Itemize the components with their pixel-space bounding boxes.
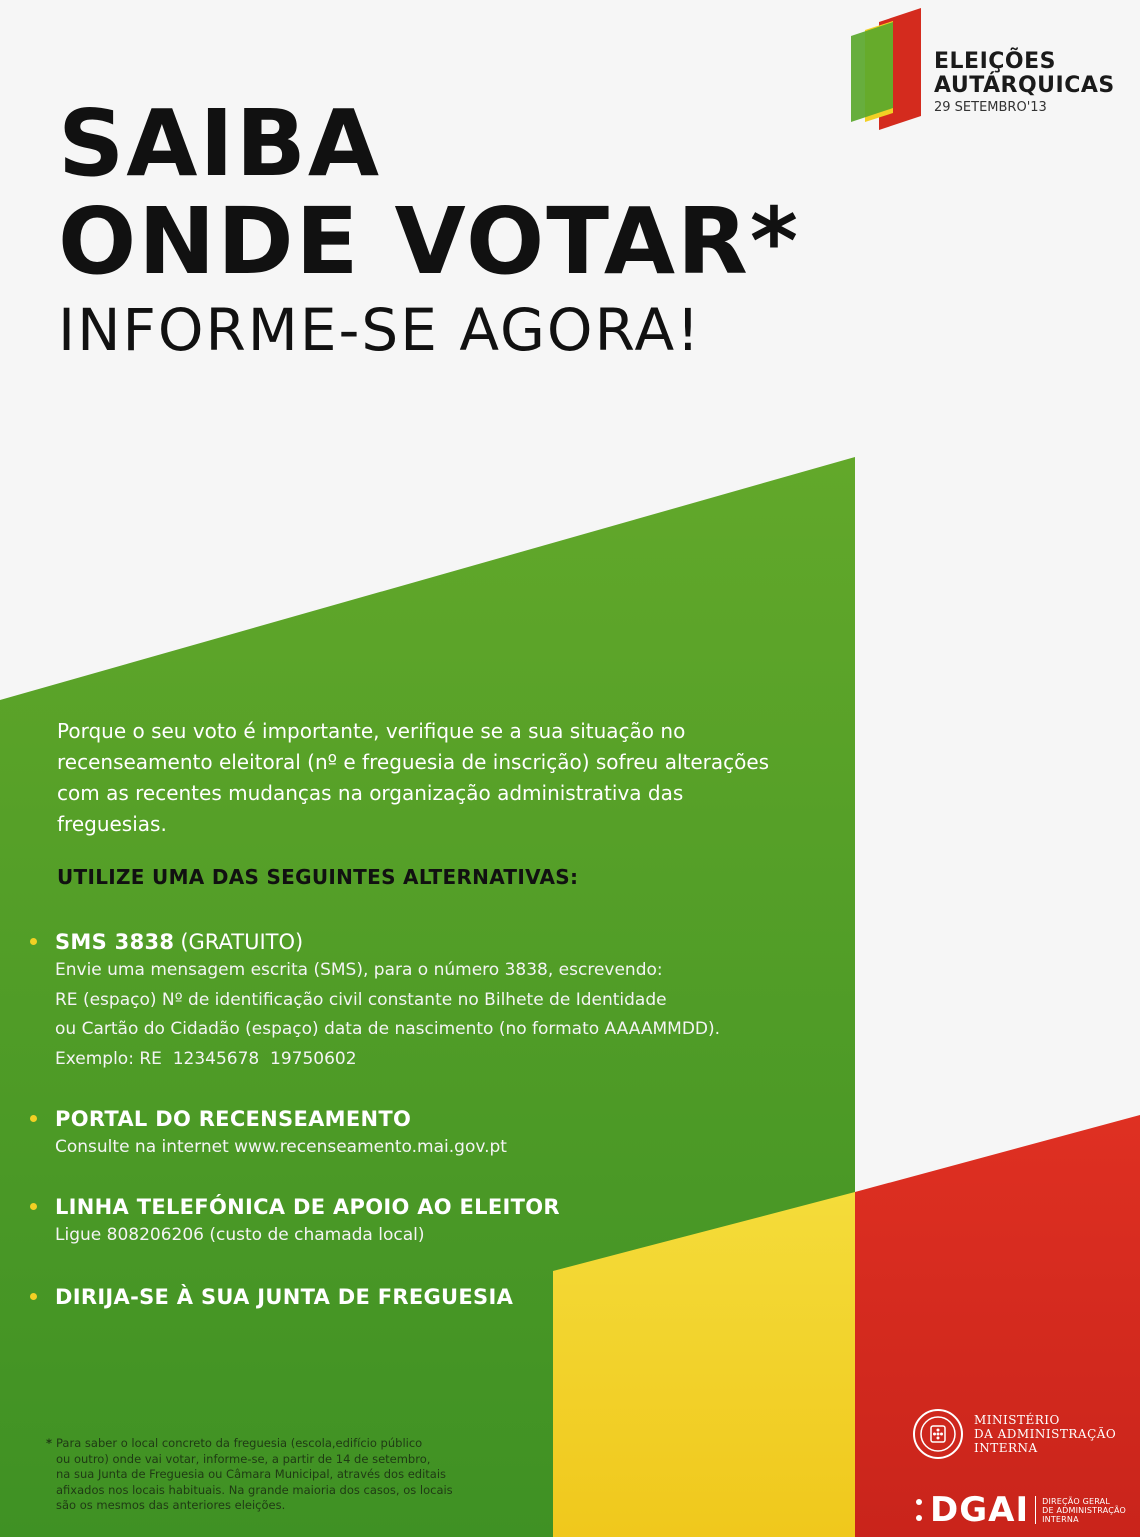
option-title: SMS 3838 xyxy=(55,930,175,954)
dgai-wordmark: DGAI xyxy=(930,1490,1030,1530)
ministry-name xyxy=(974,1413,1116,1455)
option-title: LINHA TELEFÓNICA DE APOIO AO ELEITOR xyxy=(55,1195,560,1219)
footnote-line: afixados nos locais habituais. Na grande maioria dos casos, os locais xyxy=(56,1482,453,1497)
desc-line: ou Cartão do Cidadão (espaço) data de nascimento (no formato AAAAMMDD). xyxy=(55,1019,721,1039)
elections-logo-icon xyxy=(851,8,921,130)
footnote xyxy=(46,1436,516,1514)
desc-line: Exemplo: RE 12345678 19750602 xyxy=(55,1048,357,1069)
dgai-line: DE ADMINISTRAÇÃO xyxy=(1042,1505,1127,1515)
headline-line-2: ONDE VOTAR* xyxy=(58,188,801,295)
desc-line: Consulte na internet www.recenseamento.mai.gov.pt xyxy=(55,1137,507,1157)
bullet-icon xyxy=(30,1203,37,1210)
option-title: PORTAL DO RECENSEAMENTO xyxy=(55,1107,412,1131)
dgai-dots-icon xyxy=(916,1493,922,1527)
alternatives-heading: UTILIZE UMA DAS SEGUINTES ALTERNATIVAS: xyxy=(57,865,579,889)
option-description xyxy=(55,956,720,1074)
intro-paragraph: Porque o seu voto é importante, verifique se a sua situação no recenseamento eleitoral (nº e freguesia de inscrição) sofreu alterações com as recentes mudanças na organização administrativa das freguesias. xyxy=(57,719,770,836)
footnote-line: Para saber o local concreto da freguesia (escola,edifício público xyxy=(56,1436,423,1450)
footnote-line: são os mesmos das anteriores eleições. xyxy=(56,1498,286,1512)
ministry-line: INTERNA xyxy=(974,1441,1038,1455)
bullet-icon xyxy=(30,1115,37,1122)
ministry-logo xyxy=(912,1408,1116,1460)
logo-date: 29 SETEMBRO'13 xyxy=(934,100,1047,115)
footnote-line: ou outro) onde vai votar, informe-se, a partir de 14 de setembro, xyxy=(56,1451,431,1466)
bullet-icon xyxy=(30,1293,37,1300)
option-phone-line xyxy=(30,1195,560,1251)
dgai-line: INTERNA xyxy=(1042,1514,1079,1524)
logo-line-1: ELEIÇÕES xyxy=(934,49,1056,74)
ministry-line: DA ADMINISTRAÇÃO xyxy=(974,1427,1117,1441)
option-description xyxy=(55,1221,560,1251)
desc-line: RE (espaço) Nº de identificação civil constante no Bilhete de Identidade xyxy=(55,989,667,1010)
option-portal xyxy=(30,1107,507,1163)
dgai-separator xyxy=(1035,1496,1036,1524)
dgai-logo xyxy=(916,1490,1127,1530)
option-description xyxy=(55,1133,507,1163)
footnote-line: na sua Junta de Freguesia ou Câmara Municipal, através dos editais xyxy=(56,1467,447,1481)
red-panel xyxy=(855,1115,1140,1537)
dgai-line: DIREÇÃO GERAL xyxy=(1042,1496,1111,1506)
headline-line-1: SAIBA xyxy=(58,90,382,197)
desc-line: Envie uma mensagem escrita (SMS), para o número 3838, escrevendo: xyxy=(55,960,663,980)
bullet-icon xyxy=(30,938,37,945)
desc-line: Ligue 808206206 (custo de chamada local) xyxy=(55,1225,425,1245)
option-sms xyxy=(30,930,720,1074)
headline-subtitle: INFORME-SE AGORA! xyxy=(58,296,702,364)
dgai-fullname xyxy=(1042,1497,1126,1524)
headline xyxy=(58,90,801,364)
option-title: DIRIJA-SE À SUA JUNTA DE FREGUESIA xyxy=(55,1285,514,1309)
elections-logo-text xyxy=(934,50,1115,116)
option-title-note: (GRATUITO) xyxy=(180,930,304,954)
footnote-star: * xyxy=(46,1436,53,1450)
ministry-line: MINISTÉRIO xyxy=(974,1413,1060,1427)
option-junta xyxy=(30,1285,513,1309)
logo-line-2: AUTÁRQUICAS xyxy=(934,73,1115,98)
coat-of-arms-icon xyxy=(912,1408,964,1460)
